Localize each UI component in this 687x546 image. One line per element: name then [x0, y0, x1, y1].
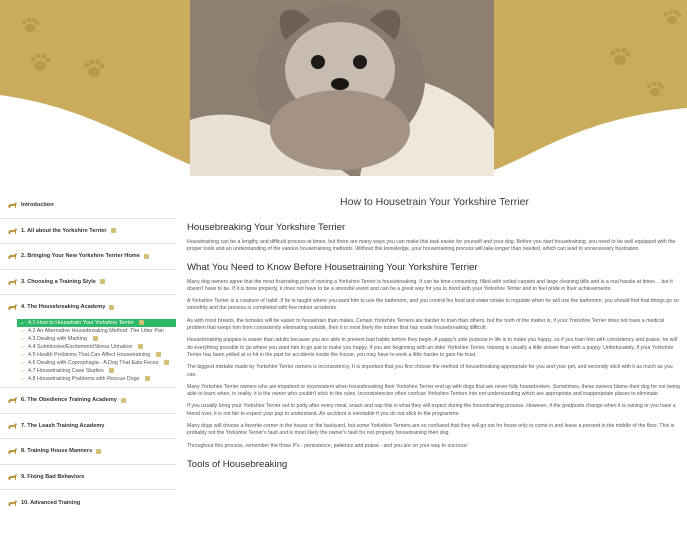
check-icon	[156, 352, 161, 357]
check-icon	[100, 279, 105, 284]
sidebar-item-housebreaking-academy[interactable]	[0, 295, 176, 319]
dog-icon	[7, 252, 18, 260]
dog-icon	[7, 303, 18, 311]
paragraph: The biggest mistake made by Yorkshire Terrier owners is inconsistency. It is important that you first choose the method of housebreaking appropriate for you and your pet, and secondly stick with it as much as you can.	[187, 364, 673, 378]
dog-icon	[7, 396, 18, 404]
check-icon	[145, 376, 150, 381]
paragraph: Many dogs will choose a favorite corner in the house or the backyard, but some Yorkshire Terriers are so confused that they will go out for hours only to come in and leave a present in the middle of the floor. This is probably not the Yorkshire Terrier's fault and is most likely the owner's fault for not properly housetraining their dog.	[187, 423, 675, 437]
hero-banner	[0, 0, 687, 176]
paragraph: Many dog owners agree that the most frustrating part of owning a Yorkshire Terrier is housebreaking. It can be time-consuming, filled with soiled carpets and large cleaning bills and is a real hassle at times… but it doesn't have to be. If it is done properly, it does not have to be a stressful event and can be a great way for you to bond with your Yorkshire Terrier and to feel pride in their achievements.	[187, 278, 673, 292]
sidebar-item-bringing-home[interactable]	[0, 244, 176, 270]
paragraph: A Yorkshire Terrier is a creature of habit. If he is taught where you want him to use the bathroom, and you control his food and water intake to regulate when he will use the bathroom, you should find that things go so smoothly and the process is completed with few indoor accidents.	[187, 298, 679, 312]
course-sidebar	[0, 193, 176, 516]
subitem-4-3[interactable]	[0, 335, 176, 343]
arrow-right-icon: →	[19, 320, 25, 326]
paragraph: Housetraining can be a lengthy and difficult process at times, but there are many ways you can make this task easier for yourself and your dog. Before you start housetraining, you need to be well equipped with the proper tools and an understanding of the various housetraining methods. Without this knowledge, your housetraining process will take longer than needed, which can lead to unnecessary frustration.	[187, 239, 676, 253]
arrow-right-icon: →	[19, 376, 25, 382]
subitem-label: 4.7 Housetraining Case Studies	[28, 368, 104, 374]
sidebar-group-housebreaking	[0, 295, 176, 388]
subitem-label: 4.3 Dealing with Marking	[28, 336, 88, 342]
sidebar-item-obedience[interactable]	[0, 388, 176, 414]
subitem-label: 4.6 Dealing with Coprophagia - A Dog That Eats Feces	[28, 360, 159, 366]
subitem-4-2[interactable]	[0, 327, 176, 335]
sidebar-item-advanced-training[interactable]	[0, 490, 176, 516]
dog-icon	[7, 473, 18, 481]
dog-icon	[7, 499, 18, 507]
arrow-right-icon: →	[19, 328, 25, 334]
paragraph: Throughout this process, remember the three P's - persistence, patience and praise - and you are on your way to success!	[187, 442, 468, 449]
sidebar-item-label: 7. The Leash Training Academy	[21, 422, 105, 429]
sidebar-item-label: 2. Bringing Your New Yorkshire Terrier Home	[21, 253, 140, 260]
subitem-label: 4.8 Housetraining Problems with Rescue Dogs	[28, 376, 140, 382]
page-title: How to Housetrain Your Yorkshire Terrier	[340, 196, 529, 208]
sidebar-item-label: 1. All about the Yorkshire Terrier	[21, 227, 107, 234]
paragraph: Housebreaking puppies is easier than adults because you are able to prevent bad habits before they begin. A puppy's sole purpose in life is to make you happy, so if you train him with consistency and praise, he will do everything possible to go where you want him to go just to make you happy. If you are beginning with an older Yorkshire Terrier, training is usually a little slower than with a puppy. Unfortunately, if your Yorkshire Terrier has been yelled at or hit in the past for accidents inside the house, you may have to work a little harder to gain his trust.	[187, 337, 677, 358]
subitem-4-5[interactable]	[0, 351, 176, 359]
sidebar-item-all-about[interactable]	[0, 219, 176, 245]
arrow-right-icon: →	[19, 360, 25, 366]
sidebar-item-label: 3. Choosing a Training Style	[21, 278, 96, 285]
subitem-4-4[interactable]	[0, 343, 176, 351]
subitem-label: 4.2 An Alternative Housebreaking Method: The Litter Pan	[28, 328, 164, 334]
dog-icon	[7, 227, 18, 235]
sidebar-item-label: 8. Training House Manners	[21, 448, 93, 455]
dog-photo	[190, 0, 494, 176]
check-icon	[138, 344, 143, 349]
sidebar-item-house-manners[interactable]	[0, 439, 176, 465]
arrow-right-icon: →	[19, 344, 25, 350]
sidebar-item-leash[interactable]	[0, 414, 176, 440]
paragraph: Many Yorkshire Terrier owners who are impatient or inconsistent when housebreaking their Yorkshire Terrier end up with dogs that are never fully housebroken. Sometimes, these owners blame their dog for not being able to learn when, in reality, it is the owner who couldn't stick to the rules. Inconsistencies often confuse Yorkshire Terriers into not understanding which are appropriate and inappropriate places to eliminate.	[187, 383, 680, 398]
section-heading: Housebreaking Your Yorkshire Terrier	[187, 222, 346, 233]
check-icon	[164, 360, 169, 365]
dog-icon	[7, 447, 18, 455]
arrow-right-icon: →	[19, 336, 25, 342]
check-icon	[93, 336, 98, 341]
paragraph: As with most breeds, the females will be easier to housetrain than males. Certain Yorkshire Terriers are harder to train than others, but the truth of the matter is, if your Yorkshire Terrier does not have a medical problem that keeps him from consistently eliminating outside, then it is most likely the trainer that has made housebreaking difficult.	[187, 317, 665, 332]
subitem-label: 4.5 Health Problems That Can Affect Housetraining	[28, 352, 151, 358]
sidebar-item-label: 4. The Housebreaking Academy	[21, 304, 106, 310]
arrow-right-icon: →	[19, 352, 25, 358]
check-icon	[144, 254, 149, 259]
arrow-right-icon: →	[19, 368, 25, 374]
sidebar-item-label: 9. Fixing Bad Behaviors	[21, 473, 85, 480]
subitem-label: 4.1 How to Housetrain Your Yorkshire Terrier	[28, 320, 134, 326]
sidebar-item-label: Introduction	[21, 202, 54, 209]
check-icon	[109, 368, 114, 373]
sidebar-item-label: 6. The Obedience Training Academy	[21, 397, 117, 404]
subitem-label: 4.4 Submissive/Excitement/Stress Urination	[28, 344, 133, 350]
paragraph: If you usually bring your Yorkshire Terrier out to potty after every meal, snack and nap this is what they will expect during the housetraining process. However, if the goalposts change when it is raining or you have a friend over, it is not fair to expect your pup to understand. An accident is inevitable if you do not stick to the programme.	[187, 403, 676, 417]
section-heading: What You Need to Know Before Housetraining Your Yorkshire Terrier	[187, 261, 478, 273]
section-heading: Tools of Housebreaking	[187, 458, 288, 470]
check-icon	[96, 449, 101, 454]
dog-icon	[7, 201, 18, 209]
check-icon	[139, 320, 144, 325]
check-icon	[121, 398, 126, 403]
check-icon	[109, 305, 114, 310]
check-icon	[111, 228, 116, 233]
subitem-4-7[interactable]	[0, 367, 176, 375]
subitem-4-8[interactable]	[0, 375, 176, 383]
sidebar-item-training-style[interactable]	[0, 270, 176, 296]
dog-icon	[7, 278, 18, 286]
sidebar-item-introduction[interactable]	[0, 193, 176, 219]
dog-icon	[7, 422, 18, 430]
subitem-4-1[interactable]	[17, 319, 176, 327]
sidebar-item-bad-behaviors[interactable]	[0, 465, 176, 491]
sidebar-item-label: 10. Advanced Training	[21, 499, 81, 506]
subitem-4-6[interactable]	[0, 359, 176, 367]
lesson-content	[187, 190, 682, 476]
